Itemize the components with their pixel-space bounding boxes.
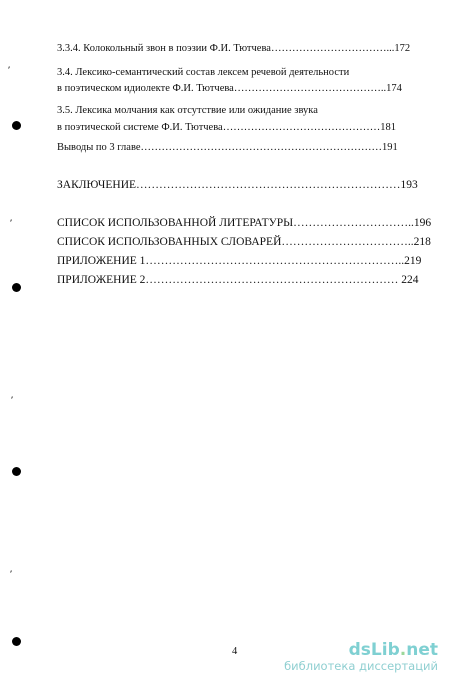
- binder-hole-mark: [12, 467, 21, 476]
- toc-item-3-5-line1: 3.5. Лексика молчания как отсутствие или ожидание звука: [57, 105, 318, 116]
- toc-item-dictionaries: СПИСОК ИСПОЛЬЗОВАННЫХ СЛОВАРЕЙ……………………………..218: [57, 236, 431, 248]
- binder-hole-mark: [12, 121, 21, 130]
- toc-item-appendix-1: ПРИЛОЖЕНИЕ 1…………………………………………………………..219: [57, 255, 422, 267]
- dslib-watermark: [284, 641, 438, 673]
- page-number: 4: [232, 646, 238, 657]
- watermark-subtitle: библиотека диссертаций: [284, 659, 438, 673]
- toc-item-conclusion: ЗАКЛЮЧЕНИЕ……………………………………………………………193: [57, 179, 418, 191]
- scan-speck-mark: ⸴: [10, 566, 13, 576]
- scan-speck-mark: ⸴: [8, 62, 11, 72]
- toc-item-3-4-line1: 3.4. Лексико-семантический состав лексем речевой деятельности: [57, 67, 350, 78]
- toc-item-literature: СПИСОК ИСПОЛЬЗОВАННОЙ ЛИТЕРАТУРЫ…………………………..196: [57, 217, 432, 229]
- toc-item-3-3-4: 3.3.4. Колокольный звон в поэзии Ф.И. Тютчева……………………………...172: [57, 43, 411, 54]
- scan-speck-mark: ⸴: [10, 215, 13, 225]
- toc-item-conclusions-ch3: Выводы по 3 главе……………………………………………………………191: [57, 142, 398, 153]
- toc-item-3-5-line2: в поэтической системе Ф.И. Тютчева………………………………………181: [57, 122, 396, 133]
- scan-speck-mark: ⸴: [11, 392, 14, 402]
- toc-item-appendix-2: ПРИЛОЖЕНИЕ 2………………………………………………………… 224: [57, 274, 419, 286]
- dslib-logo: dsLib.net: [348, 640, 438, 660]
- binder-hole-mark: [12, 283, 21, 292]
- toc-item-3-4-line2: в поэтическом идиолекте Ф.И. Тютчева……………………………………..174: [57, 83, 402, 94]
- binder-hole-mark: [12, 637, 21, 646]
